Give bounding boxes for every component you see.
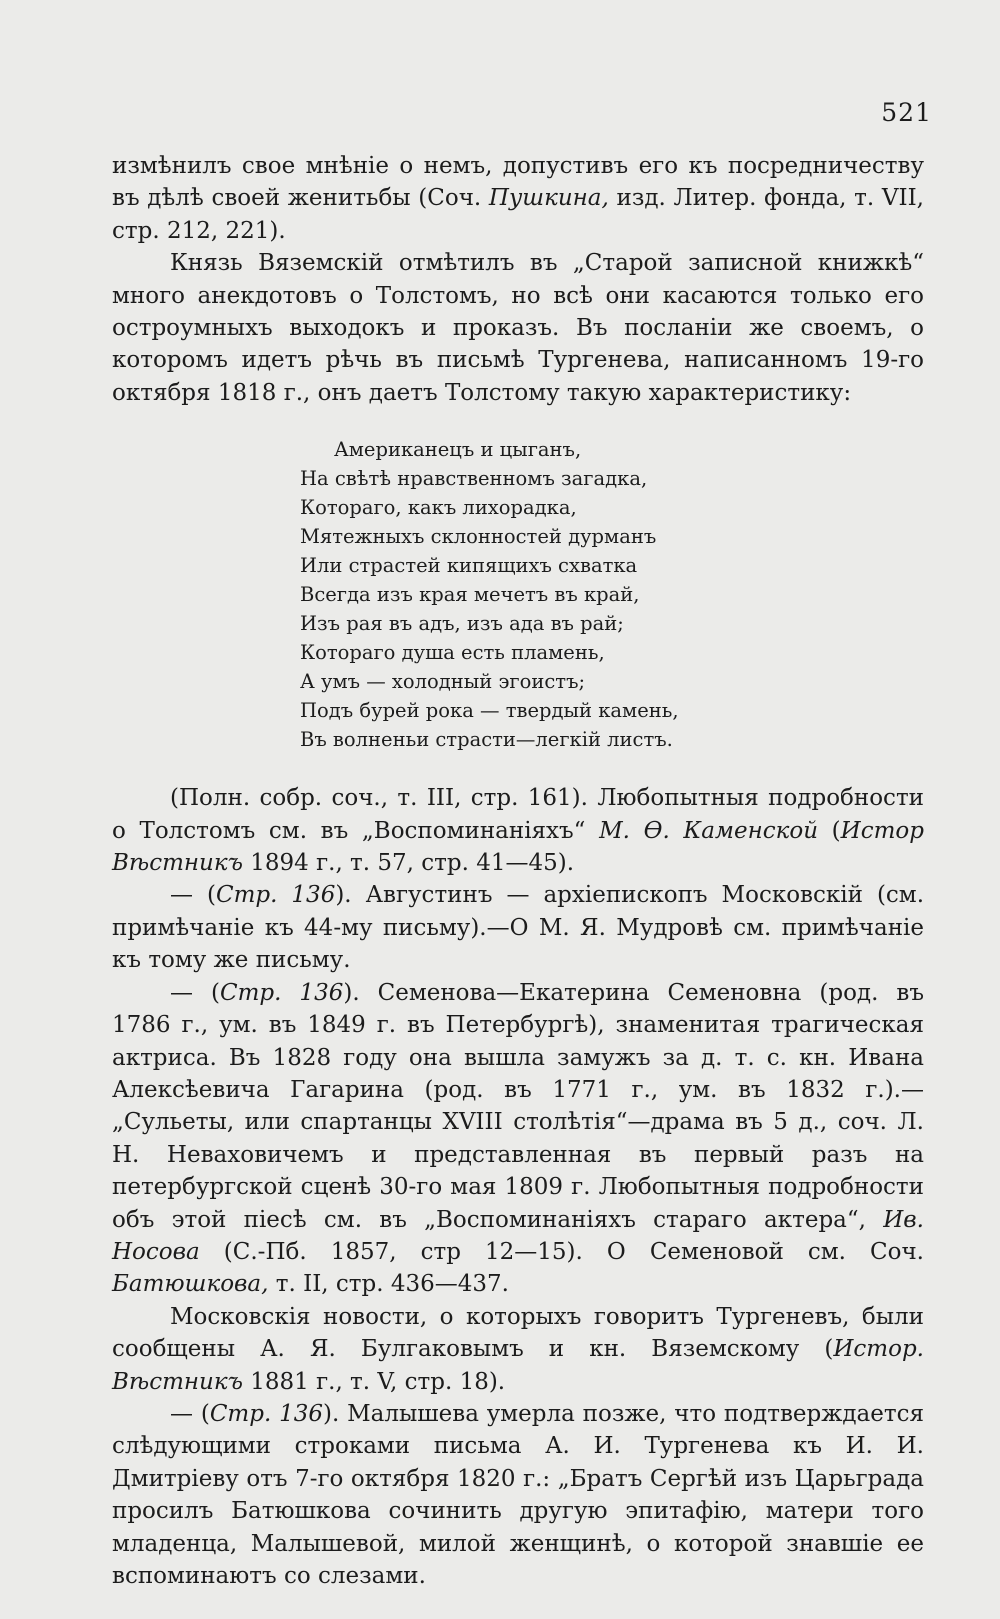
note-3-dash: — ( xyxy=(170,979,220,1006)
note-1-end: 1894 г., т. 57, стр. 41—45). xyxy=(242,850,575,877)
note-3-author: Ив. Носова xyxy=(112,1206,924,1265)
note-2-text: ). Августинъ — архіепископъ Московскій (см. примѣчаніе къ 44-му письму).—О М. Я. Мудровѣ см. примѣчаніе къ тому же письму. xyxy=(112,882,924,974)
note-2 xyxy=(112,879,924,976)
note-3-text: ). Семенова—Екатерина Семеновна (род. въ 1786 г., ум. въ 1849 г. въ Петербургѣ), знаменитая трагическая актриса. Въ 1828 году она вышла замужъ за д. т. с. кн. Ивана Алексѣевича Гагарина (род. въ 1771 г., ум. въ 1832 г.).—„Сульеты, или спартанцы XVIII столѣтія“—драма въ 5 д., соч. Л. Н. Неваховичемъ и представленная въ первый разъ на петербургской сценѣ 30-го мая 1809 г. Любопытныя подробности объ этой піесѣ см. въ „Воспоминаніяхъ стараго актера“, xyxy=(112,979,924,1233)
note-5 xyxy=(112,1398,924,1592)
note-4-end: 1881 г., т. V, стр. 18). xyxy=(242,1368,506,1395)
poem-line: Американецъ и цыганъ, xyxy=(334,438,582,462)
page-number: 521 xyxy=(881,98,932,127)
note-2-page-ref: Стр. 136 xyxy=(215,882,336,909)
paragraph-1 xyxy=(112,150,924,247)
note-5-page-ref: Стр. 136 xyxy=(209,1400,323,1427)
poem-block xyxy=(300,435,924,754)
note-1-paren: ( xyxy=(818,817,841,844)
note-1 xyxy=(112,782,924,879)
note-3-author-2: Батюшкова, xyxy=(112,1271,269,1298)
note-1-journal: Истор Вѣстникъ xyxy=(112,817,924,877)
note-3-end: т. II, стр. 436—437. xyxy=(268,1271,509,1298)
note-1-text: (Полн. собр. соч., т. III, стр. 161). Любопытныя подробности о Толстомъ см. въ „Воспоминаніяхъ“ xyxy=(112,785,924,844)
note-5-text: ). Малышева умерла позже, что подтверждается слѣдующими строками письма А. И. Тургенева къ И. И. Дмитріеву отъ 7-го октября 1820 г.: „Братъ Сергѣй изъ Царьграда просилъ Батюшкова сочинить другую эпитафію, матери того младенца, Малышевой, милой женщинѣ, о которой знавшіе ее вспоминаютъ со слезами. xyxy=(112,1400,924,1589)
poem-line: Или страстей кипящихъ схватка xyxy=(300,554,638,578)
note-1-author: М. Ѳ. Каменской xyxy=(599,817,819,844)
poem-line: А умъ — холодный эгоистъ; xyxy=(300,670,586,694)
paragraph-1-end: изд. Литер. фонда, т. VII, стр. 212, 221). xyxy=(112,185,924,244)
poem-line: Мятежныхъ склонностей дурманъ xyxy=(300,525,657,549)
paragraph-1-text: измѣнилъ свое мнѣніе о немъ, допустивъ его къ посредничеству въ дѣлѣ своей женитьбы (Соч. xyxy=(112,153,924,212)
note-4-text: Московскія новости, о которыхъ говоритъ Тургеневъ, были сообщены А. Я. Булгаковымъ и кн. Вяземскому ( xyxy=(112,1303,924,1363)
paragraph-2: Князь Вяземскій отмѣтилъ въ „Старой записной книжкѣ“ много анекдотовъ о Толстомъ, но всѣ они касаются только его остроумныхъ выходокъ и проказъ. Въ посланіи же своемъ, о которомъ идетъ рѣчь въ письмѣ Тургенева, написанномъ 19-го октября 1818 г., онъ даетъ Толстому такую характеристику: xyxy=(112,250,924,406)
poem-line: Изъ рая въ адъ, изъ ада въ рай; xyxy=(300,612,624,636)
poem-line: Въ волненьи страсти—легкій листъ. xyxy=(300,728,673,752)
page-body xyxy=(112,150,924,1592)
poem-line: Всегда изъ края мечетъ въ край, xyxy=(300,583,640,607)
note-2-dash: — ( xyxy=(170,882,216,909)
note-4-journal: Истор. Вѣстникъ xyxy=(112,1336,924,1395)
note-3-text-2: (С.-Пб. 1857, стр 12—15). О Семеновой см. Соч. xyxy=(199,1238,924,1265)
paragraph-1-italic: Пушкина, xyxy=(488,185,609,212)
note-3 xyxy=(112,977,924,1301)
poem-line: Котораго, какъ лихорадка, xyxy=(300,496,577,520)
note-5-dash: — ( xyxy=(170,1400,210,1427)
poem-line: Подъ бурей рока — твердый камень, xyxy=(300,699,679,723)
note-3-page-ref: Стр. 136 xyxy=(219,979,344,1006)
poem-line: На свѣтѣ нравственномъ загадка, xyxy=(300,467,648,491)
note-4 xyxy=(112,1301,924,1398)
poem-line: Котораго душа есть пламень, xyxy=(300,641,605,665)
